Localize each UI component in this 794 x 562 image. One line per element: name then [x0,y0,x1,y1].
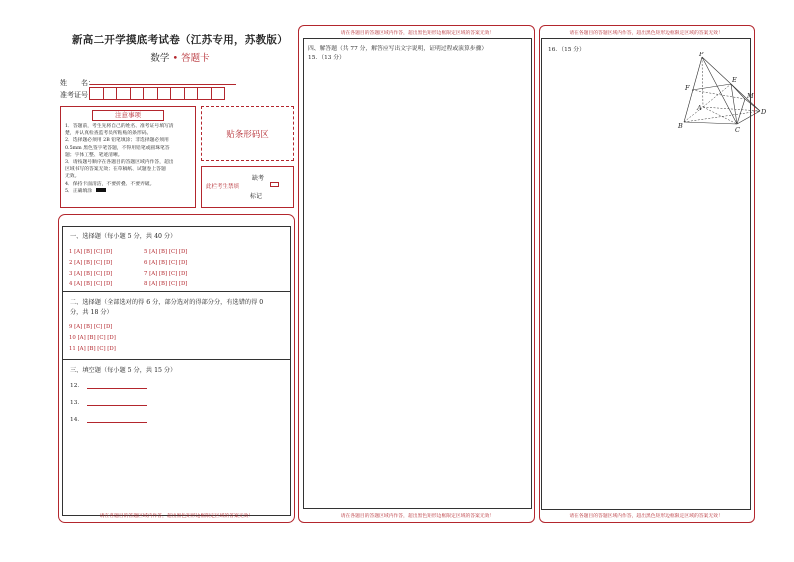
section3-title: 三、填空题（每小题 5 分，共 15 分） [70,367,177,374]
point-label: E [732,76,737,84]
exam-number-cell[interactable] [170,87,185,100]
section2-title-line2: 分，共 18 分） [70,309,113,316]
barcode-area [201,106,294,161]
exam-number-cell[interactable] [157,87,172,100]
pyramid-figure [675,52,767,134]
name-field[interactable] [90,84,236,85]
answer-area-q15[interactable] [303,38,532,509]
exam-number-label: 准考证号： [60,91,95,99]
section-divider [63,291,290,292]
notice-title: 注意事项 [92,110,164,121]
choice-row[interactable]: 11 [A] [B] [C] [D] [69,345,116,352]
notice-item: 楚，并认真检查监考员所粘贴的条形码。 [65,131,152,137]
blank-row-13[interactable] [70,397,147,406]
edge-ac [703,107,737,124]
edge-pa [702,57,703,107]
choice-row[interactable]: 8 [A] [B] [C] [D] [144,281,188,288]
edge-bc [684,122,737,124]
choice-row[interactable]: 5 [A] [B] [C] [D] [144,249,188,255]
footer-note-col2: 请在各题目的答题区域内作答，超出黑色矩形边框限定区域的答案无效！ [340,514,495,519]
absent-mark-label: 标记 [250,193,263,200]
exam-number-cell[interactable] [130,87,145,100]
blank-row-12[interactable] [70,380,147,389]
notice-item: 2．选择题必须用 2B 铅笔填涂；非选择题必须用 [65,138,169,144]
exam-number-grid[interactable] [90,87,225,100]
filled-mark-icon [96,188,106,192]
q15-label: 15．（13 分） [308,55,345,61]
choice-row[interactable]: 1 [A] [B] [C] [D] [69,249,113,255]
notice-item: 题；字体工整、笔迹清晰。 [65,152,123,158]
barcode-label: 贴条形码区 [226,129,269,140]
exam-number-cell[interactable] [143,87,158,100]
section2-title-line1: 二、选择题（全部选对的得 6 分，部分选对的得部分分，有选错的得 0 [70,299,264,306]
exam-number-cell[interactable] [184,87,199,100]
section1-left-options [69,247,112,290]
edge-md [745,99,760,111]
notice-item: 1．答题前，考生先将自己的姓名、准考证号填写清 [65,124,174,129]
blank-number: 14． [70,417,84,423]
absent-mark-box[interactable] [270,182,279,187]
answer-area [62,226,291,516]
header-note-col3: 请在各题目的答题区域内作答，超出黑色矩形边框限定区域的答案无效！ [569,31,723,36]
blank-row-14[interactable] [70,414,147,423]
point-label: B [678,122,683,130]
notice-item: 4．保持卡面清洁，不要折叠、不要弄破。 [65,181,155,187]
blank-line[interactable] [87,383,147,389]
blank-line[interactable] [87,400,147,406]
exam-number-cell[interactable] [211,87,226,100]
point-label: D [761,108,767,116]
card-name: 答题卡 [181,53,210,64]
blank-number: 13． [70,400,84,406]
fill-example-label: 5．正确填涂 [65,188,93,194]
choice-row[interactable]: 3 [A] [B] [C] [D] [69,270,113,277]
section1-title: 一、选择题（每小题 5 分，共 40 分） [70,233,177,240]
blank-line[interactable] [87,417,147,423]
exam-number-cell[interactable] [197,87,212,100]
point-label: P [699,52,704,58]
q16-label: 16．（15 分） [548,47,585,53]
point-label: M [747,92,754,100]
point-label: A [697,104,702,112]
fill-example [65,188,191,195]
absent-box [201,166,294,208]
exam-number-cell[interactable] [103,87,118,100]
edge-fm [692,90,745,99]
name-label: 姓 名： [60,79,95,87]
point-label: C [735,126,740,134]
notice-body [61,123,195,195]
notice-item: 无效。 [65,174,80,180]
footer-note-col1: 请在各题目的答题区域内作答，超出黑色矩形边框限定区域的答案无效！ [99,514,254,519]
separator-dot: • [172,53,179,64]
exam-number-cell[interactable] [116,87,131,100]
exam-number-cell[interactable] [89,87,104,100]
footer-note-col3: 请在各题目的答题区域内作答，超出黑色矩形边框限定区域的答案无效！ [569,514,723,519]
section4-title: 四、解答题（共 77 分，解答应写出文字说明，证明过程或演算步骤） [308,46,488,52]
absent-label: 缺考 [252,175,265,182]
notice-box [60,106,196,208]
header-note-col2: 请在各题目的答题区域内作答，超出黑色矩形边框限定区域的答案无效！ [340,31,495,36]
blank-number: 12． [70,383,84,389]
point-label: F [685,84,690,92]
choice-row[interactable]: 6 [A] [B] [C] [D] [144,259,188,266]
absent-warning: 此栏考生禁填 [206,184,240,190]
choice-row[interactable]: 10 [A] [B] [C] [D] [69,334,116,341]
choice-row[interactable]: 2 [A] [B] [C] [D] [69,259,113,266]
section1-right-options [144,247,187,290]
edge-ad [703,107,760,111]
choice-row[interactable]: 9 [A] [B] [C] [D] [69,324,113,330]
page-title: 新高二开学摸底考试卷（江苏专用，苏教版） [72,34,288,46]
notice-item: 0.5mm 黑色签字笔答题，不得用铅笔或圆珠笔答 [65,145,170,151]
choice-row[interactable]: 4 [A] [B] [C] [D] [69,281,113,288]
section2-options [69,322,116,354]
subject-label: 数学 [150,53,170,64]
subtitle [60,50,300,64]
choice-row[interactable]: 7 [A] [B] [C] [D] [144,270,188,277]
section-divider [63,359,290,360]
notice-item: 3．请按题号顺序在各题目的答题区域内作答，超出 [65,160,174,166]
notice-item: 区域书写的答案无效；在草稿纸、试题卷上答题 [65,167,166,173]
